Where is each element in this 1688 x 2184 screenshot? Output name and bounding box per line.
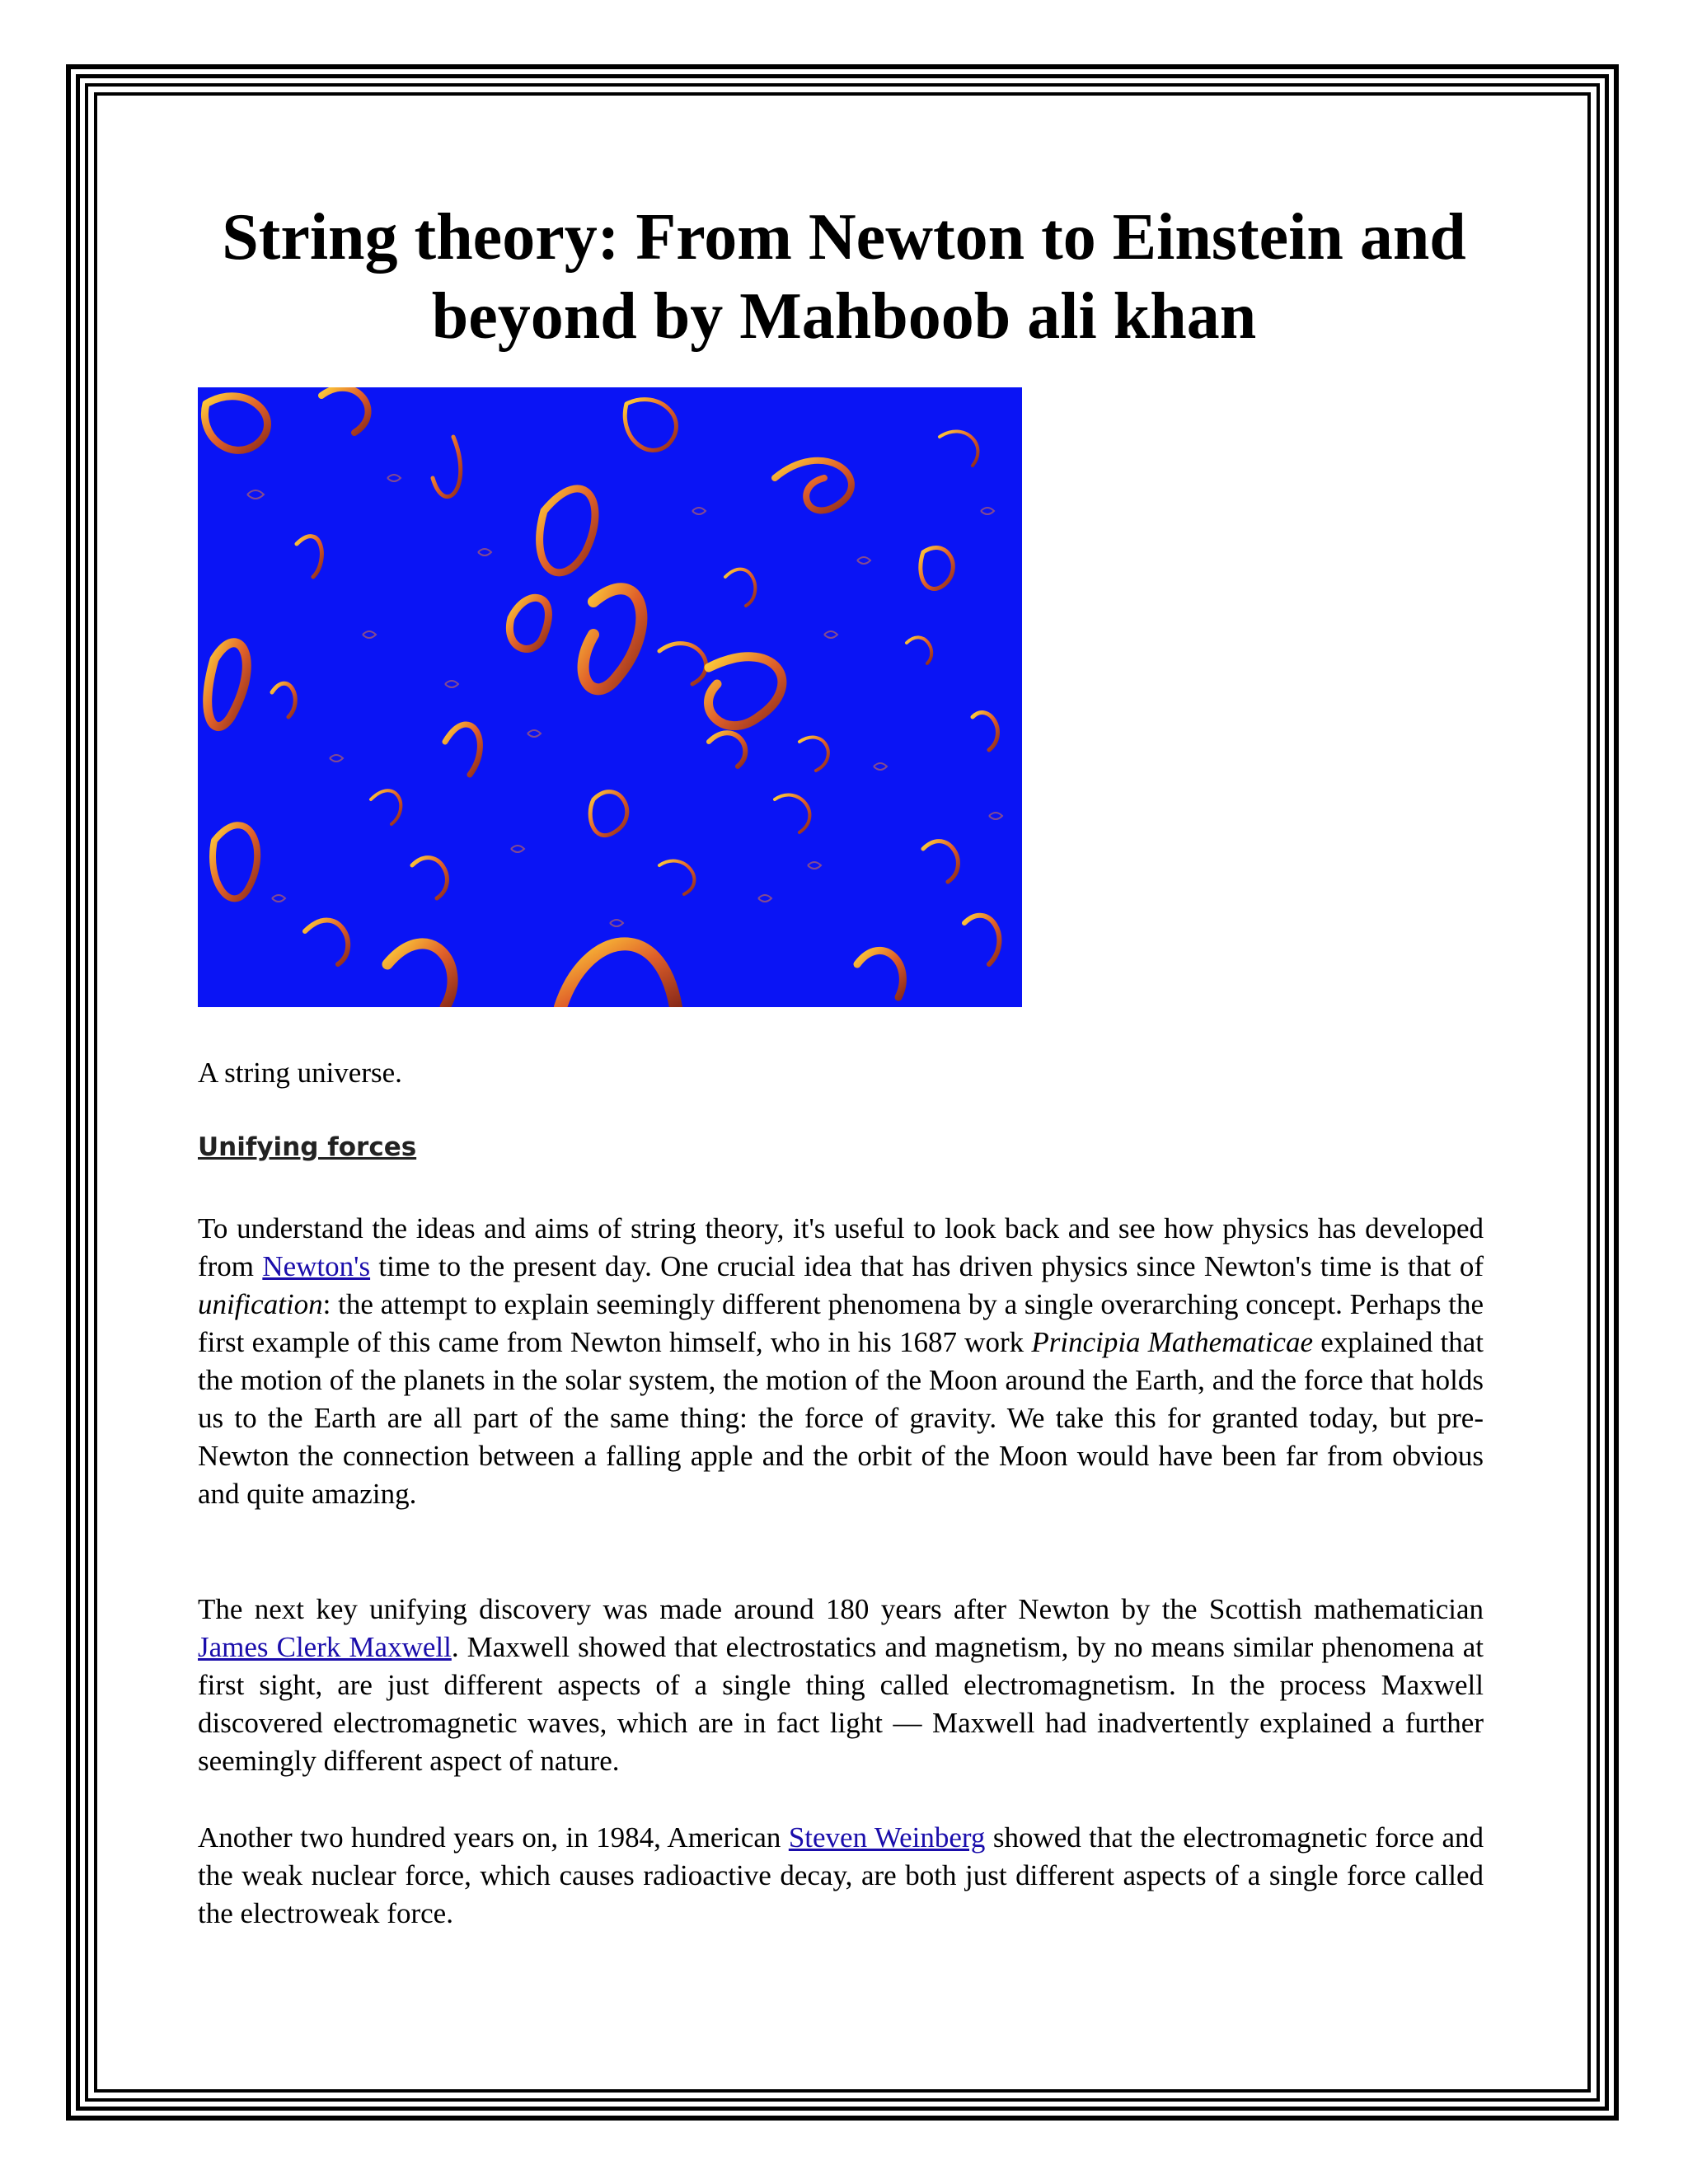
paragraph-3 — [198, 1819, 1484, 1933]
section-heading: Unifying forces — [198, 1132, 417, 1162]
paragraph-1-text-a: To understand the ideas and aims of string theory, it's useful to look back and see how physics has developed from — [198, 1212, 1484, 1282]
paragraph-1-text-c: : the attempt to explain seemingly different phenomena by a single overarching concept. Perhaps the first example of this came from Newton himself, who in his 1687 work — [198, 1288, 1484, 1358]
paragraph-2 — [198, 1591, 1484, 1780]
link-newton[interactable]: Newton's — [262, 1250, 371, 1282]
link-weinberg[interactable]: Steven Weinberg — [788, 1821, 986, 1854]
paragraph-1-text-d: explained that the motion of the planets in the solar system, the motion of the Moon around the Earth, and the force that holds us to the Earth are all part of the same thing: the force of gravity. We take this for granted today, but pre-Newton the connection between a falling apple and the orbit of the Moon would have been far from obvious and quite amazing. — [198, 1326, 1484, 1510]
document-title: String theory: From Newton to Einstein and beyond by Mahboob ali khan — [222, 201, 1466, 353]
emphasis-principia: Principia Mathematicae — [1031, 1326, 1313, 1358]
paragraph-1 — [198, 1210, 1484, 1513]
link-maxwell[interactable]: James Clerk Maxwell — [198, 1631, 452, 1663]
paragraph-3-text-a: Another two hundred years on, in 1984, American — [198, 1821, 789, 1854]
string-universe-image — [198, 387, 1022, 1007]
paragraph-1-text-b: time to the present day. One crucial idea that has driven physics since Newton's time is that of — [370, 1250, 1484, 1282]
string-universe-illustration — [198, 387, 1022, 1007]
paragraph-2-text-a: The next key unifying discovery was made around 180 years after Newton by the Scottish mathematician — [198, 1593, 1484, 1625]
figure-caption: A string universe. — [198, 1057, 402, 1089]
paragraph-2-text-b: . Maxwell showed that electrostatics and magnetism, by no means similar phenomena at first sight, are just different aspects of a single thing called electromagnetism. In the process Maxwell discovered electromagnetic waves, which are in fact light — Maxwell had inadvertently explained a further seemingly different aspect of nature. — [198, 1631, 1484, 1777]
paragraph-3-text-b: showed that the electromagnetic force and the weak nuclear force, which causes radioactive decay, are both just different aspects of a single force called the electroweak force. — [198, 1821, 1484, 1929]
emphasis-unification: unification — [198, 1288, 323, 1320]
